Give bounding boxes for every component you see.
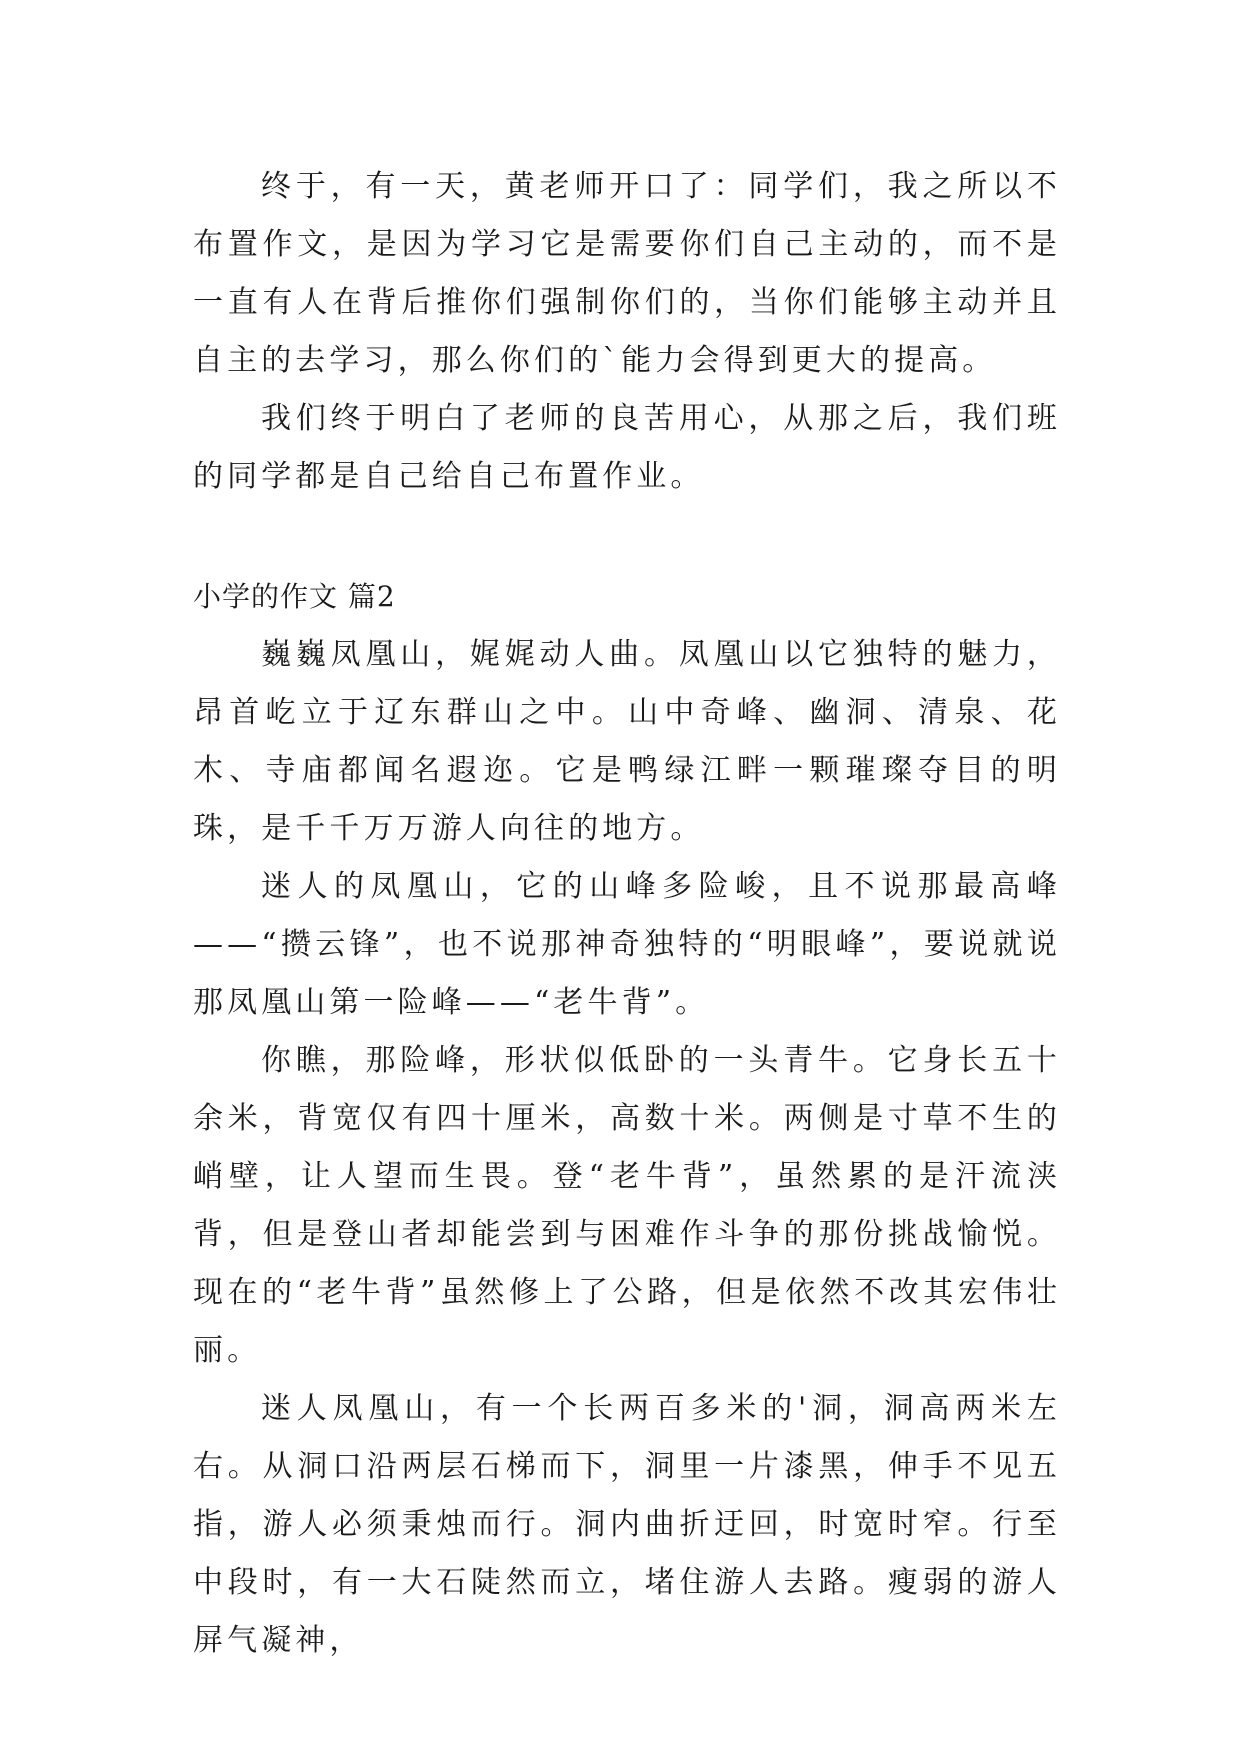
section-1 xyxy=(193,158,1061,506)
paragraph: 你瞧，那险峰，形状似低卧的一头青牛。它身长五十余米，背宽仅有四十厘米，高数十米。两侧是寸草不生的峭壁，让人望而生畏。登“老牛背”，虽然累的是汗流浃背，但是登山者却能尝到与困难作斗争的那份挑战愉悦。现在的“老牛背”虽然修上了公路，但是依然不改其宏伟壮丽。 xyxy=(193,1043,1061,1368)
paragraph: 我们终于明白了老师的良苦用心，从那之后，我们班的同学都是自己给自己布置作业。 xyxy=(193,401,1061,494)
paragraph: 终于，有一天，黄老师开口了：同学们，我之所以不布置作文，是因为学习它是需要你们自己主动的，而不是一直有人在背后推你们强制你们的，当你们能够主动并且自主的去学习，那么你们的`能力会得到更大的提高。 xyxy=(193,169,1061,378)
section-2 xyxy=(193,568,1061,1670)
paragraph: 迷人的凤凰山，它的山峰多险峻，且不说那最高峰——“攒云锋”，也不说那神奇独特的“明眼峰”，要说就说那凤凰山第一险峰——“老牛背”。 xyxy=(193,869,1061,1020)
paragraph: 迷人凤凰山，有一个长两百多米的'洞，洞高两米左右。从洞口沿两层石梯而下，洞里一片漆黑，伸手不见五指，游人必须秉烛而行。洞内曲折迂回，时宽时窄。行至中段时，有一大石陡然而立，堵住游人去路。瘦弱的游人屏气凝神， xyxy=(193,1391,1061,1658)
paragraph: 巍巍凤凰山，娓娓动人曲。凤凰山以它独特的魅力，昂首屹立于辽东群山之中。山中奇峰、幽洞、清泉、花木、寺庙都闻名遐迩。它是鸭绿江畔一颗璀璨夺目的明珠，是千千万万游人向往的地方。 xyxy=(193,637,1061,846)
section-heading: 小学的作文 篇2 xyxy=(193,580,396,613)
